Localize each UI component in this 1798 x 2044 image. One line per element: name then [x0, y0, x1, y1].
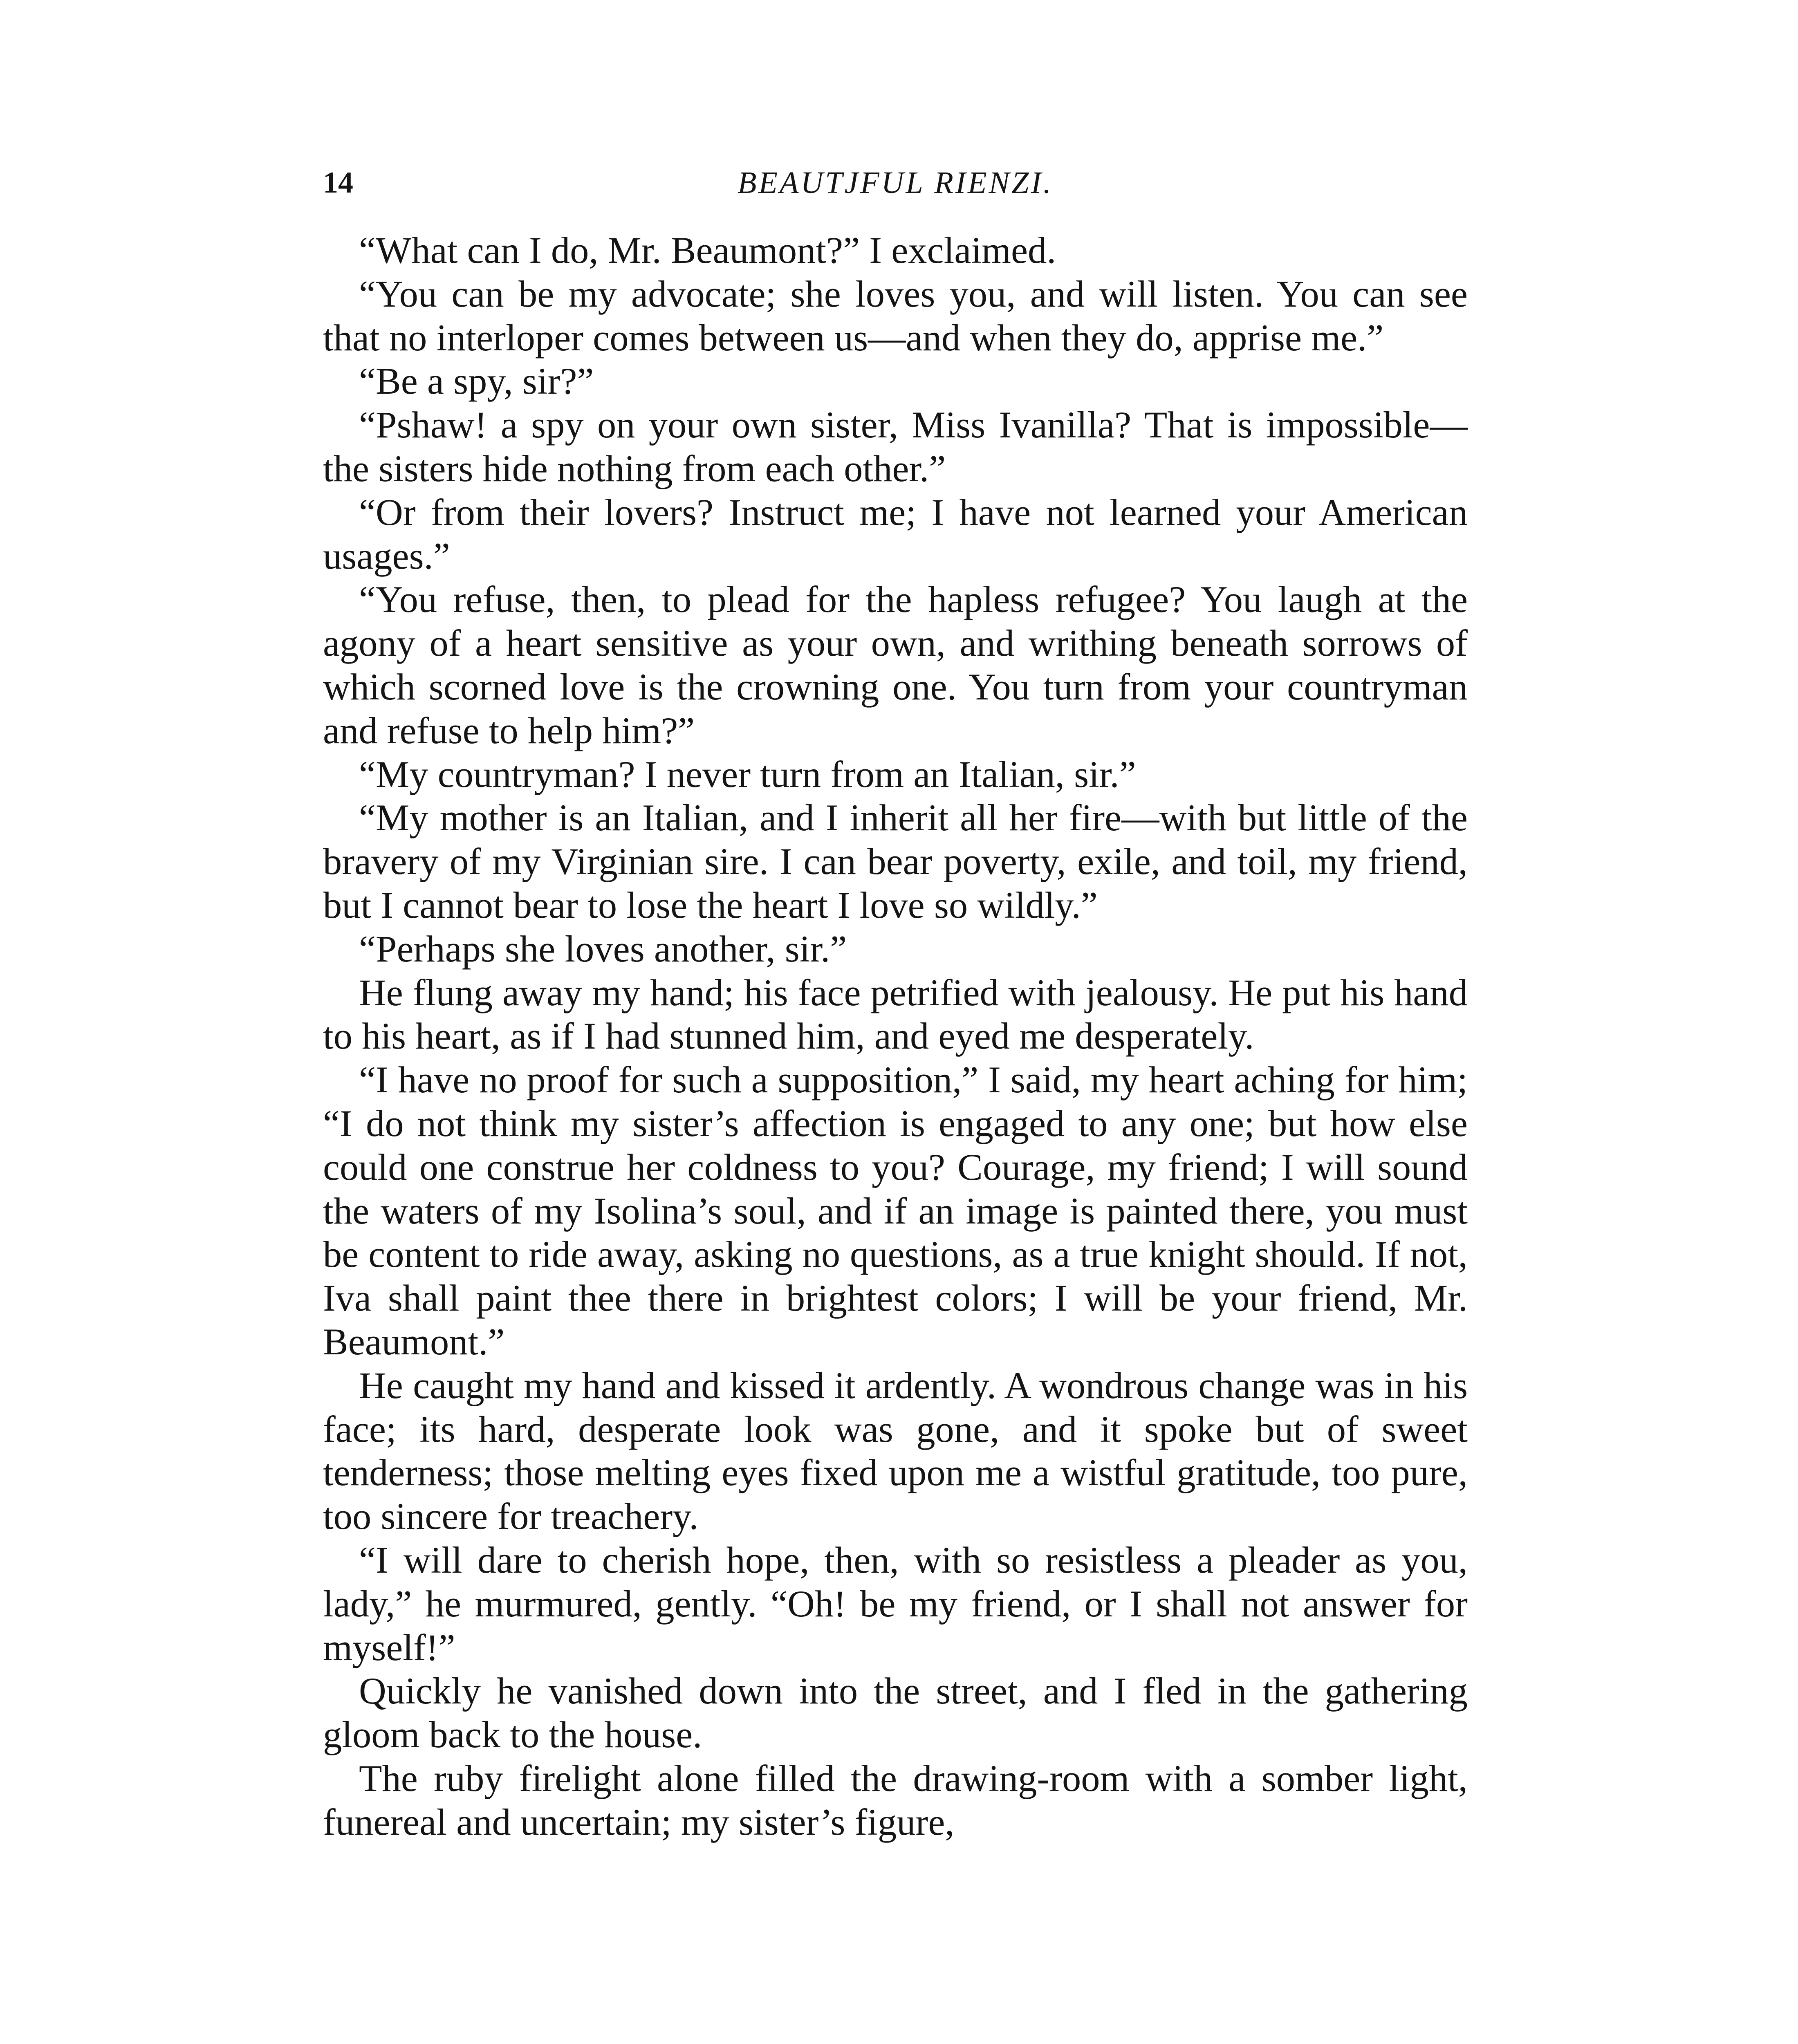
body-text: [323, 229, 1468, 1844]
paragraph: “You can be my advocate; she loves you, and will listen. You can see that no interloper comes between us—and when they do, apprise me.”: [323, 273, 1468, 359]
paragraph: “I have no proof for such a supposition,” I said, my heart aching for him; “I do not think my sister’s affection is engaged to any one; but how else could one construe her coldness to you? Courage, my friend; I will sound the waters of my Isolina’s soul, and if an image is painted there, you must be content to ride away, asking no questions, as a true knight should. If not, Iva shall paint thee there in brightest colors; I will be your friend, Mr. Beaumont.”: [323, 1059, 1468, 1363]
paragraph: “Pshaw! a spy on your own sister, Miss Ivanilla? That is impossible—the sisters hide nothing from each other.”: [323, 404, 1468, 490]
paragraph: “I will dare to cherish hope, then, with so resistless a pleader as you, lady,” he murmured, gently. “Oh! be my friend, or I shall not answer for myself!”: [323, 1539, 1468, 1669]
paragraph: “Be a spy, sir?”: [359, 361, 594, 403]
paragraph: “My mother is an Italian, and I inherit all her fire—with but little of the bravery of my Virginian sire. I can bear poverty, exile, and toil, my friend, but I cannot bear to lose the heart I love so wildly.”: [323, 797, 1468, 926]
paragraph: “What can I do, Mr. Beaumont?” I exclaimed.: [359, 230, 1056, 271]
paragraph: The ruby firelight alone filled the drawing-room with a somber light, funereal and uncertain; my sister’s figure,: [323, 1757, 1468, 1843]
paragraph: “You refuse, then, to plead for the hapless refugee? You laugh at the agony of a heart sensitive as your own, and writhing beneath sorrows of which scorned love is the crowning one. You turn from your countryman and refuse to help him?”: [323, 579, 1468, 752]
paragraph: He flung away my hand; his face petrified with jealousy. He put his hand to his heart, as if I had stunned him, and eyed me desperately.: [323, 972, 1468, 1058]
running-head: [323, 160, 1468, 205]
running-title: BEAUTJFUL RIENZI.: [738, 166, 1053, 200]
paragraph: “Or from their lovers? Instruct me; I have not learned your American usages.”: [323, 491, 1468, 577]
paragraph: “My countryman? I never turn from an Italian, sir.”: [359, 753, 1136, 796]
page-number: 14: [323, 166, 353, 199]
paragraph: He caught my hand and kissed it ardently. A wondrous change was in his face; its hard, desperate look was gone, and it spoke but of sweet tenderness; those melting eyes fixed upon me a wistful gratitude, too pure, too sincere for treachery.: [323, 1365, 1468, 1538]
paragraph: Quickly he vanished down into the street, and I fled in the gathering gloom back to the house.: [323, 1670, 1468, 1756]
paragraph: “Perhaps she loves another, sir.”: [359, 928, 847, 970]
